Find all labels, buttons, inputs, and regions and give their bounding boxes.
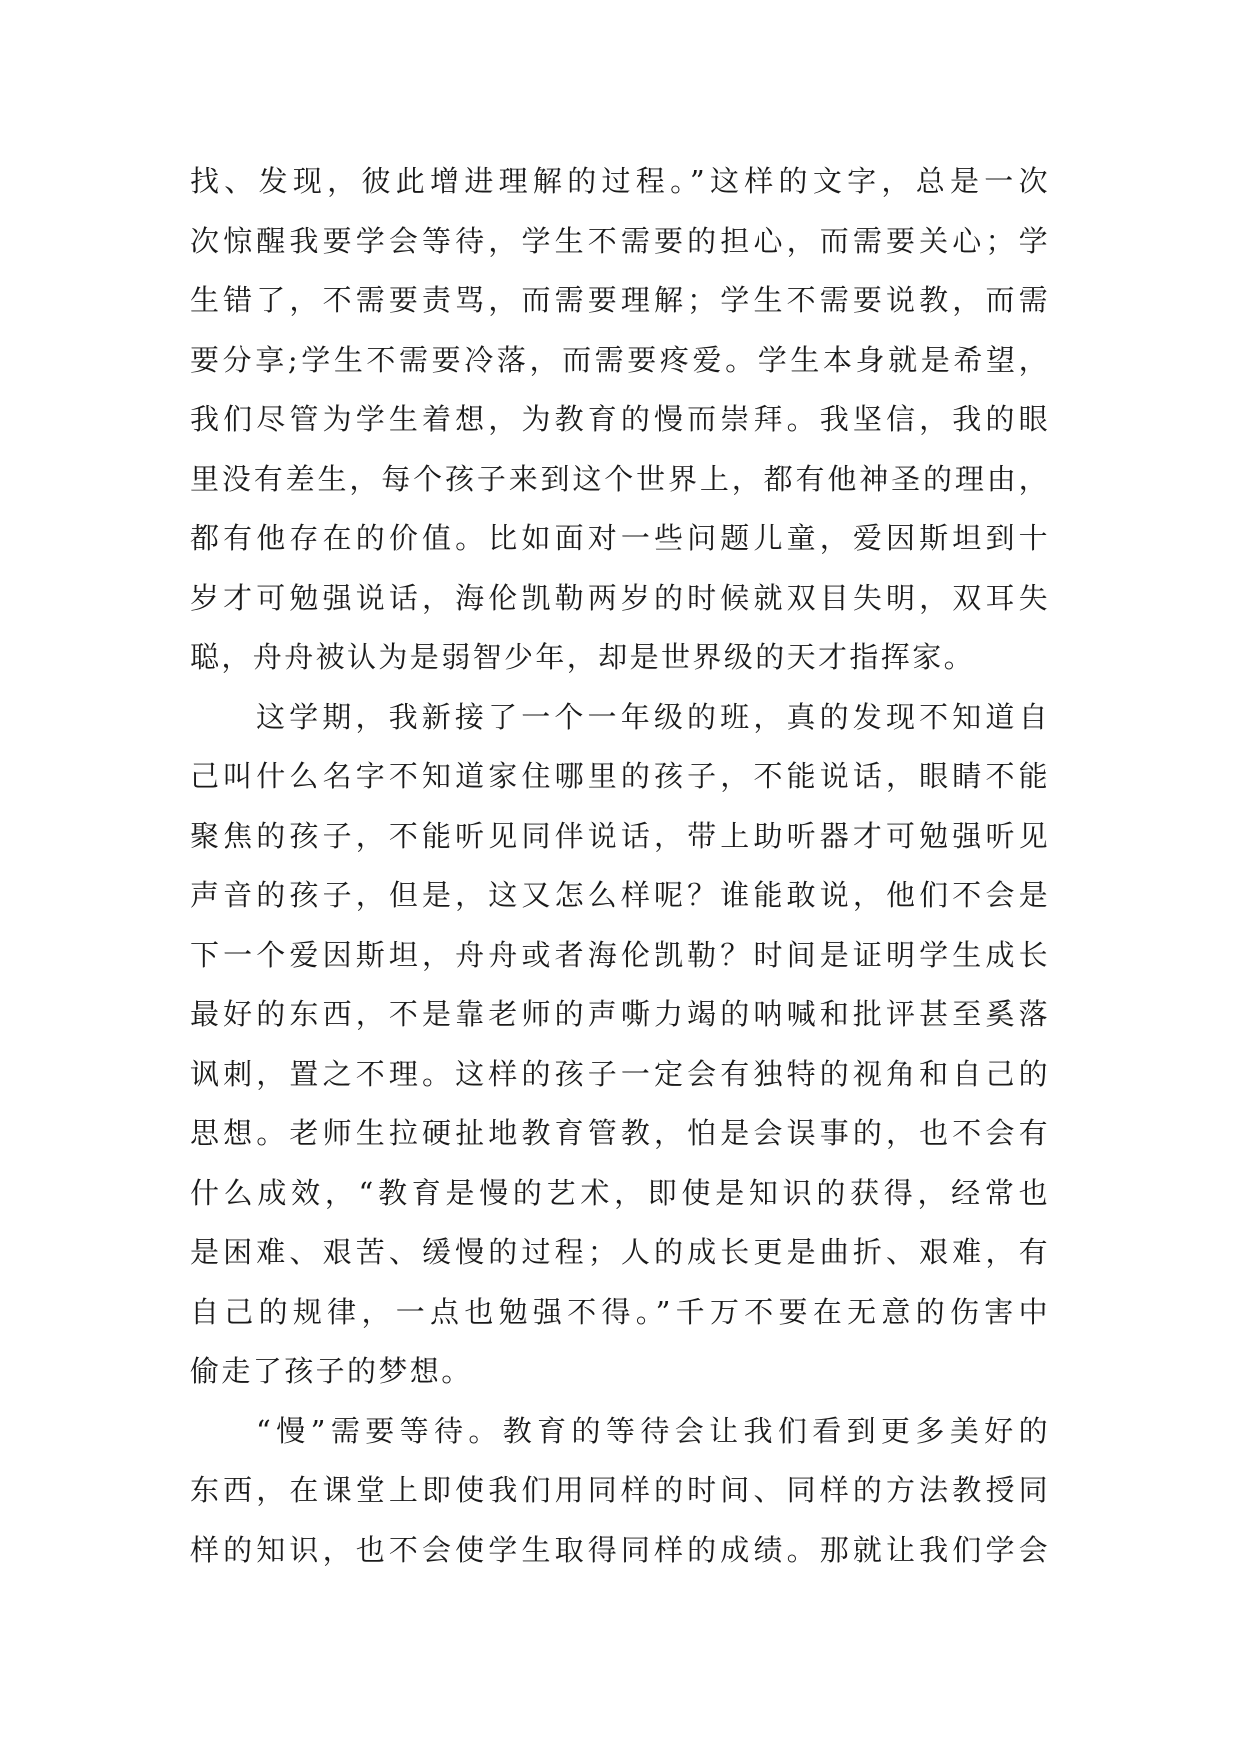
paragraph-2 (190, 688, 1050, 1402)
text-line: 讽刺，置之不理。这样的孩子一定会有独特的视角和自己的 (190, 1056, 1050, 1091)
text-line: 里没有差生，每个孩子来到这个世界上，都有他神圣的理由， (190, 461, 1050, 496)
text-line: 都有他存在的价值。比如面对一些问题儿童，爱因斯坦到十 (190, 521, 1050, 555)
text-line: 声音的孩子，但是，这又怎么样呢？谁能敢说，他们不会是 (190, 878, 1050, 912)
text-line: 偷走了孩子的梦想。 (190, 1354, 473, 1388)
text-line: 样的知识，也不会使学生取得同样的成绩。那就让我们学会 (190, 1532, 1050, 1567)
text-line: 要分享;学生不需要冷落，而需要疼爱。学生本身就是希望， (190, 342, 1050, 377)
paragraph-3 (190, 1402, 1050, 1581)
text-line: 什么成效，“教育是慢的艺术，即使是知识的获得，经常也 (190, 1175, 1050, 1210)
text-line: 这学期，我新接了一个一年级的班，真的发现不知道自 (256, 699, 1050, 734)
text-line: 聪，舟舟被认为是弱智少年，却是世界级的天才指挥家。 (190, 640, 976, 674)
text-line: 己叫什么名字不知道家住哪里的孩子，不能说话，眼睛不能 (190, 759, 1050, 793)
text-line: 下一个爱因斯坦，舟舟或者海伦凯勒？时间是证明学生成长 (190, 937, 1050, 972)
text-line: “慢”需要等待。教育的等待会让我们看到更多美好的 (256, 1413, 1050, 1448)
text-line: 是困难、艰苦、缓慢的过程；人的成长更是曲折、艰难，有 (190, 1235, 1050, 1269)
text-line: 聚焦的孩子，不能听见同伴说话，带上助听器才可勉强听见 (190, 818, 1050, 853)
text-line: 思想。老师生拉硬扯地教育管教，怕是会误事的，也不会有 (190, 1116, 1050, 1150)
text-line: 最好的东西，不是靠老师的声嘶力竭的呐喊和批评甚至奚落 (190, 997, 1050, 1031)
paragraph-1 (190, 152, 1050, 688)
text-line: 找、发现，彼此增进理解的过程。”这样的文字，总是一次 (190, 164, 1050, 198)
text-line: 东西，在课堂上即使我们用同样的时间、同样的方法教授同 (190, 1473, 1050, 1507)
text-line: 岁才可勉强说话，海伦凯勒两岁的时候就双目失明，双耳失 (190, 580, 1050, 615)
text-line: 生错了，不需要责骂，而需要理解；学生不需要说教，而需 (190, 283, 1050, 317)
text-line: 自己的规律，一点也勉强不得。”千万不要在无意的伤害中 (190, 1294, 1050, 1329)
body-text (190, 152, 1050, 1580)
text-line: 我们尽管为学生着想，为教育的慢而崇拜。我坚信，我的眼 (190, 402, 1050, 436)
text-line: 次惊醒我要学会等待，学生不需要的担心，而需要关心；学 (190, 223, 1050, 258)
